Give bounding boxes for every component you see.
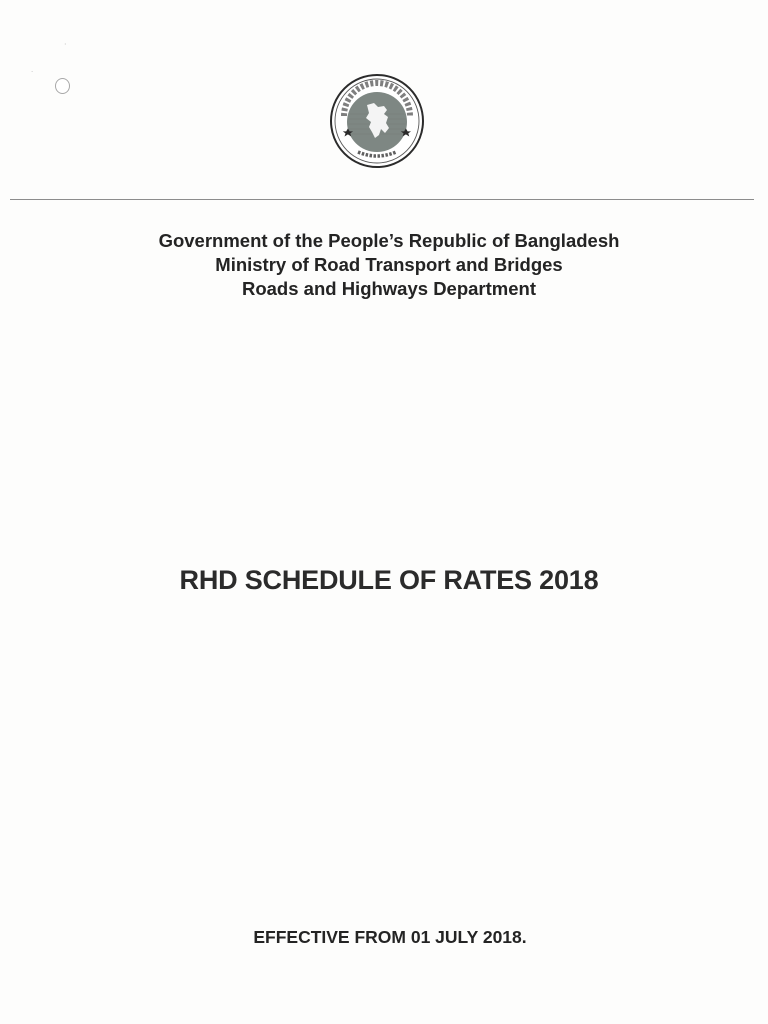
header-divider: [10, 199, 754, 200]
document-title: RHD SCHEDULE OF RATES 2018: [179, 565, 599, 595]
issuing-authority: [0, 229, 768, 301]
government-seal: [328, 72, 426, 170]
government-name: Government of the People’s Republic of Bangladesh: [158, 230, 620, 251]
scan-speck: ·: [31, 68, 34, 76]
scan-speck: ·: [64, 40, 67, 49]
effective-date: EFFECTIVE FROM 01 JULY 2018.: [253, 927, 527, 947]
department-name: Roads and Highways Department: [241, 278, 536, 299]
ministry-name: Ministry of Road Transport and Bridges: [215, 254, 563, 275]
punch-hole-mark: [55, 78, 70, 94]
bangladesh-government-seal-icon: [328, 72, 426, 170]
